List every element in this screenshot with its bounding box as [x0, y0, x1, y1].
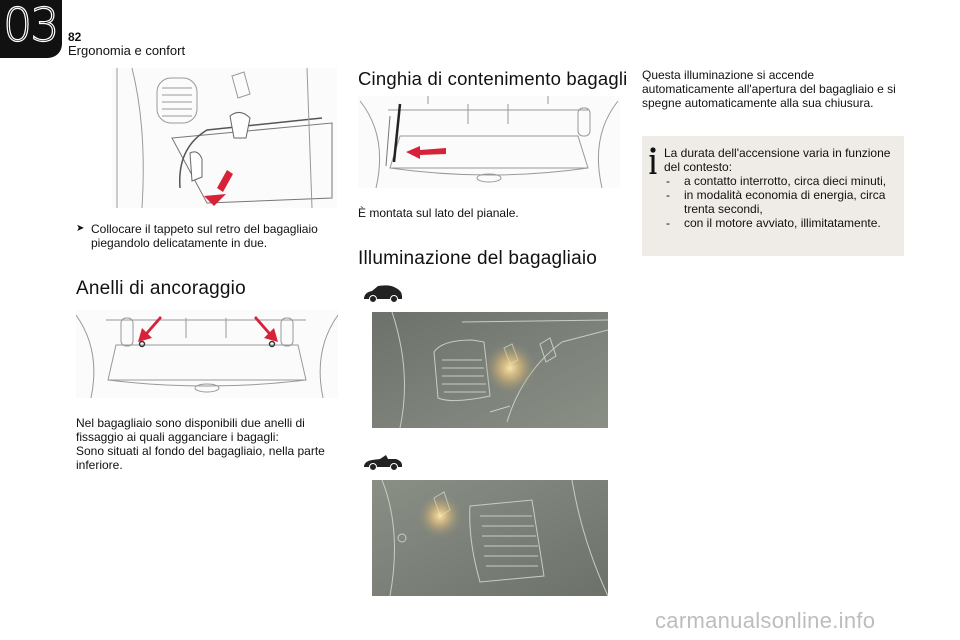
footer-watermark: carmanualsonline.info [655, 608, 876, 633]
info-lead-text: La durata dell'accensione varia in funzione del contesto: [664, 146, 891, 174]
info-content [664, 146, 898, 230]
chapter-number: 03 [3, 0, 58, 52]
fold-instruction [76, 222, 338, 250]
anchor-rings-illustration [76, 310, 338, 398]
trunk-light-photo-2 [372, 480, 608, 596]
luggage-strap-text: È montata sul lato del pianale. [358, 206, 519, 220]
trunk-light-intro: Questa illuminazione si accende automaticamente all'apertura del bagagliaio e si spegne automaticamente alla sua chiusura. [642, 68, 896, 110]
info-icon [648, 146, 658, 176]
page-number: 82 [68, 30, 82, 44]
figure-fold-mat [112, 68, 337, 208]
list-item: - a contatto interrotto, circa dieci minuti, [664, 174, 898, 188]
info-box [642, 136, 904, 256]
luggage-strap-illustration [358, 96, 620, 188]
heading-luggage-strap: Cinghia di contenimento bagagli [358, 68, 628, 89]
photo-trunk-light-convertible [372, 480, 608, 596]
photo-trunk-light-hatchback [372, 312, 608, 428]
figure-luggage-strap [358, 96, 620, 188]
list-item: - in modalità economia di energia, circa trenta secondi, [664, 188, 898, 216]
figure-anchor-rings [76, 310, 338, 398]
anchor-rings-location-text: Sono situati al fondo del bagagliaio, nella parte inferiore. [76, 444, 325, 472]
heading-trunk-light: Illuminazione del bagagliaio [358, 248, 598, 269]
list-item: - con il motore avviato, illimitatamente. [664, 216, 898, 230]
heading-anchor-rings: Anelli di ancoraggio [76, 278, 246, 299]
convertible-car-icon [362, 452, 404, 472]
info-list [664, 174, 898, 230]
anchor-rings-description [76, 416, 346, 472]
fold-instruction-text: Collocare il tappeto sul retro del bagagliaio piegandolo delicatamente in due. [91, 222, 318, 250]
section-title: Ergonomia e confort [68, 43, 186, 58]
arrow-bullet-icon: ➤ [76, 223, 85, 234]
anchor-rings-text: Nel bagagliaio sono disponibili due anelli di fissaggio ai quali agganciare i bagagli: [76, 416, 305, 444]
hatchback-car-icon [362, 284, 404, 304]
fold-mat-illustration [112, 68, 337, 208]
trunk-light-photo-1 [372, 312, 608, 428]
